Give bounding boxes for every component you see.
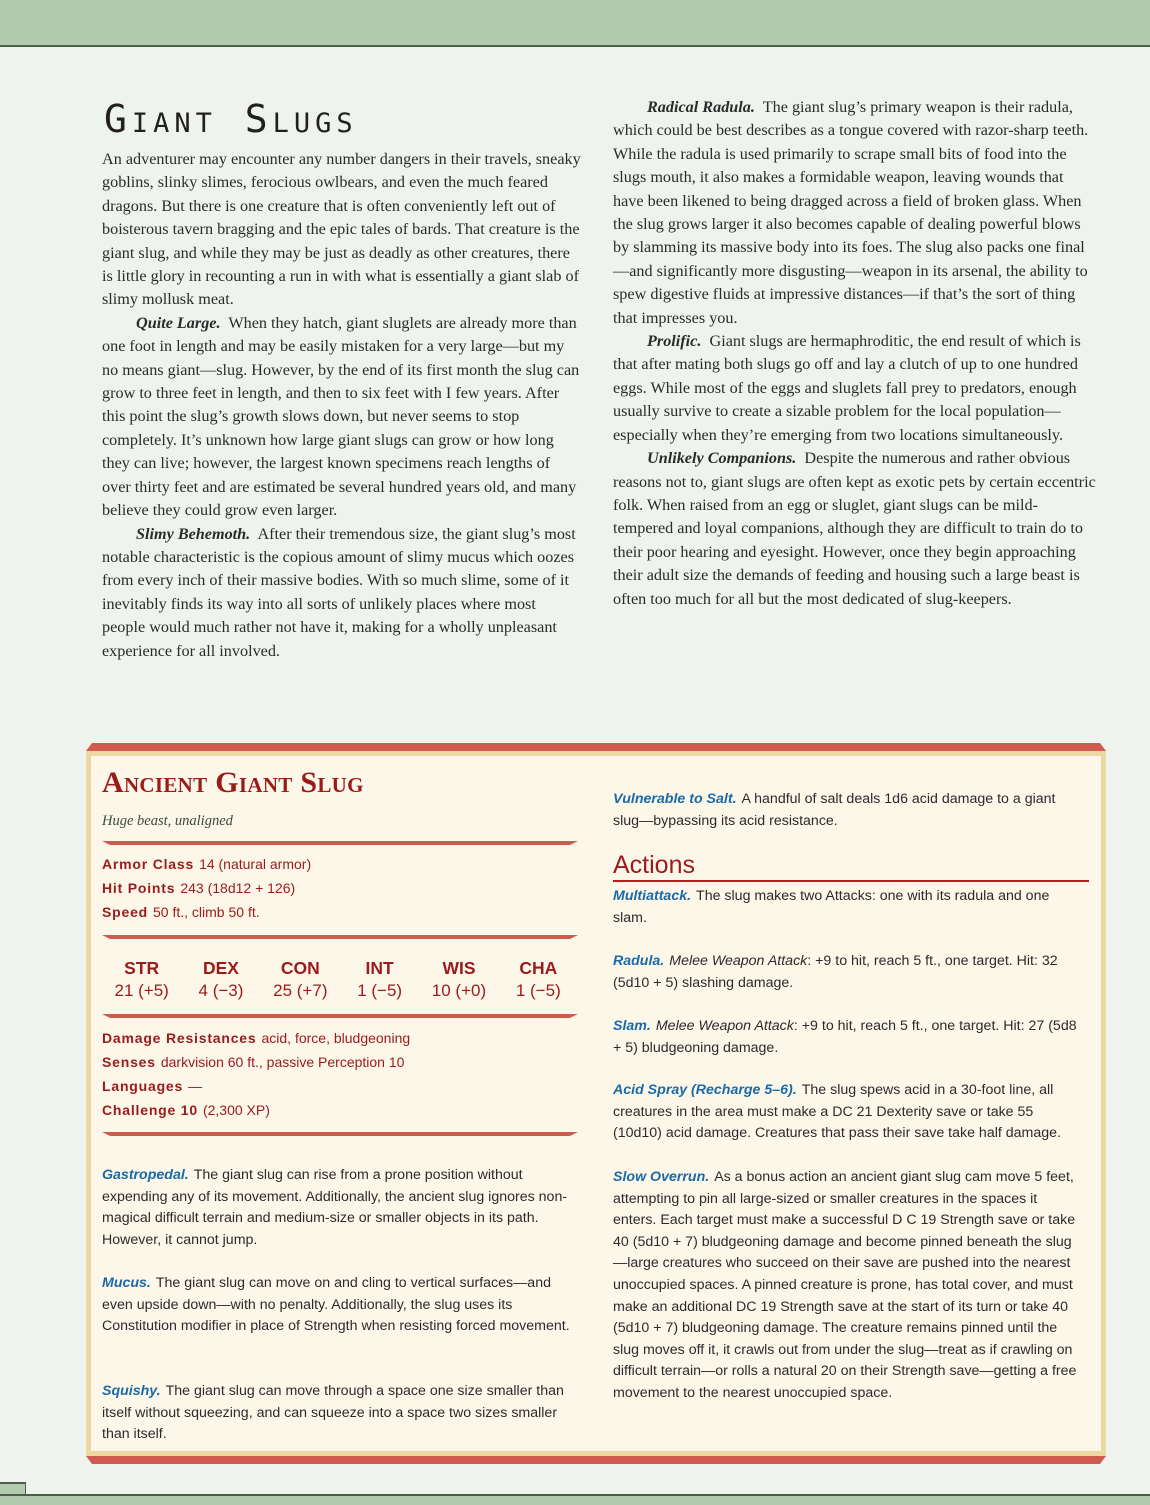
trait-vulnerable-to-salt — [613, 789, 1083, 832]
ability-dex — [182, 956, 260, 1002]
action-name: Radula. — [613, 953, 665, 969]
lore-intro: An adventurer may encounter any number dangers in their travels, sneaky goblins, slinky slimes, ferocious owlbears, and even the much feared dragons. But there is one creature that is often conveniently left out of boisterous tavern bragging and the epic tales of bards. That creature is the giant slug, and while they may be just as deadly as other creatures, there is little glory in recounting a run in with what is essentially a giant slab of slimy mollusk meat. — [102, 150, 581, 309]
prop-value: acid, force, bludgeoning — [261, 1030, 411, 1046]
ability-name: CON — [280, 958, 320, 978]
action-name: Slam. — [613, 1018, 651, 1034]
trait-name: Mucus. — [102, 1275, 151, 1291]
lore-section-slimy-behemoth — [102, 523, 582, 663]
prop-label: Languages — [102, 1078, 184, 1094]
trait-text: The giant slug can rise from a prone position without expending any of its movement. Additionally, the ancient slug ignores non-magical difficult terrain and medium-size or smaller objects in its path. However, it cannot jump. — [102, 1167, 568, 1248]
ability-value: 1 (−5) — [515, 981, 561, 1000]
damage-resistances — [102, 1030, 410, 1046]
prop-label: Senses — [102, 1054, 156, 1070]
lore-heading: Quite Large. — [136, 313, 221, 332]
lore-section-radical-radula — [613, 96, 1098, 330]
lore-heading: Slimy Behemoth. — [136, 524, 251, 543]
trait-mucus — [102, 1273, 572, 1338]
prop-value: (2,300 XP) — [202, 1102, 270, 1118]
lore-text: After their tremendous size, the giant slug’s most notable characteristic is the copious amount of slimy mucus which oozes from every inch of their massive bodies. With so much slime, some of it inevitably finds its way into all sorts of unlikely places where most people would much rather not have it, making for a wholly unpleasant experience for all involved. — [102, 524, 576, 660]
action-radula — [613, 951, 1083, 994]
senses — [102, 1054, 404, 1070]
action-text: : +9 to hit, reach 5 ft., one target. Hit: 27 (5d8 + 5) bludgeoning damage. — [613, 1018, 1077, 1056]
footer-band — [0, 1494, 1150, 1505]
ability-wis — [420, 956, 498, 1002]
lore-text: The giant slug’s primary weapon is their radula, which could be best describes as a tongue covered with razor-sharp teeth. While the radula is used primarily to scrape small bits of food into the slugs mouth, it also makes a formidable weapon, leaving wounds that have been likened to being dragged across a field of broken glass. When the slug grows larger it also becomes capable of dealing powerful blows by slamming its massive body into its foes. The slug also packs one final—and significantly more disgusting—weapon in its arsenal, the ability to spew digestive fluids at impressive distances—if that’s the sort of thing that impresses you. — [613, 98, 1089, 327]
trait-name: Vulnerable to Salt. — [613, 791, 737, 807]
divider — [102, 935, 578, 939]
trait-gastropedal — [102, 1165, 572, 1251]
lore-heading: Unlikely Companions. — [647, 449, 797, 468]
ability-name: CHA — [519, 958, 558, 978]
languages — [102, 1078, 202, 1094]
prop-value: 243 (18d12 + 126) — [180, 880, 296, 896]
ability-int — [341, 956, 419, 1002]
action-name: Slow Overrun. — [613, 1169, 710, 1185]
ability-name: STR — [124, 958, 160, 978]
creature-type: Huge beast, unaligned — [102, 813, 233, 829]
ability-cha — [499, 956, 577, 1002]
speed — [102, 904, 260, 920]
action-text: As a bonus action an ancient giant slug cam move 5 feet, attempting to pin all large-sized or smaller creatures in the spaces it enters. Each target must make a successful D C 19 Strength save or take 40 (5d10 + 7) bludgeoning damage and become pinned beneath the slug—large creatures who succeed on their save are pushed into the nearest unoccupied spaces. A pinned creature is prone, has total cover, and must make an additional DC 19 Strength save at the start of its turn or take 40 (5d10 + 7) bludgeoning damage. The creature remains pinned until the slug moves off it, it crawls out from under the slug—treat as if crawling on difficult terrain—or rolls a natural 20 on their Strength save—getting a free movement to the nearest unoccupied space. — [613, 1169, 1077, 1401]
ability-str — [103, 956, 181, 1002]
action-attack-type: Melee Weapon Attack — [655, 1018, 794, 1034]
ability-name: DEX — [202, 958, 239, 978]
trait-text: The giant slug can move on and cling to vertical surfaces—and even upside down—with no penalty. Additionally, the slug uses its Constitution modifier in place of Strength when resisting forced movement. — [102, 1275, 570, 1335]
action-acid-spray — [613, 1080, 1083, 1145]
lore-text: Giant slugs are hermaphroditic, the end result of which is that after mating both slugs go off and lay a clutch of up to one hundred eggs. While most of the eggs and sluglets fall prey to predators, enough usually survive to create a sizable problem for the local population—especially when they’re emerging from two locations simultaneously. — [613, 332, 1081, 444]
prop-value: 50 ft., climb 50 ft. — [153, 904, 260, 920]
lore-text: When they hatch, giant sluglets are already more than one foot in length and may be easily mistaken for a very large—but my no means giant—slug. However, by the end of its first month the slug can grow to three feet in length, and then to six feet with I few years. After this point the slug’s growth slows down, but never seems to stop completely. It’s unknown how large giant slugs can grow or how long they can live; however, the largest known specimens reach lengths of over thirty feet and are estimated be several hundred years old, and many believe they could grow even larger. — [102, 313, 580, 520]
prop-value: — — [188, 1078, 203, 1094]
ability-name: WIS — [442, 958, 476, 978]
lore-heading: Prolific. — [647, 332, 702, 351]
ability-con — [261, 956, 339, 1002]
prop-label: Speed — [102, 904, 149, 920]
prop-value: darkvision 60 ft., passive Perception 10 — [160, 1054, 405, 1070]
prop-label: Damage Resistances — [102, 1030, 257, 1046]
divider — [102, 841, 578, 845]
trait-squishy — [102, 1381, 572, 1446]
action-name: Multiattack. — [613, 888, 692, 904]
trait-text: A handful of salt deals 1d6 acid damage to a giant slug—bypassing its acid resistance. — [613, 791, 1056, 829]
trait-name: Squishy. — [102, 1383, 161, 1399]
action-slam — [613, 1016, 1083, 1059]
trait-name: Gastropedal. — [102, 1167, 189, 1183]
statblock — [86, 751, 1106, 1456]
action-slow-overrun — [613, 1167, 1083, 1405]
creature-name: Ancient Giant Slug — [102, 766, 364, 799]
ability-value: 4 (−3) — [198, 981, 244, 1000]
lore-section-unlikely-companions — [613, 447, 1098, 611]
actions-heading: Actions — [613, 850, 1089, 882]
statblock-top-border — [86, 743, 1106, 751]
action-multiattack — [613, 886, 1083, 929]
ability-value: 25 (+7) — [273, 981, 328, 1000]
prop-label: Challenge 10 — [102, 1102, 198, 1118]
statblock-bottom-border — [86, 1456, 1106, 1464]
action-text: : +9 to hit, reach 5 ft., one target. Hit: 32 (5d10 + 5) slashing damage. — [613, 953, 1058, 991]
prop-value: 14 (natural armor) — [199, 856, 312, 872]
ability-value: 21 (+5) — [114, 981, 169, 1000]
trait-text: The giant slug can move through a space one size smaller than itself without squeezing, and can squeeze into a space two sizes smaller than itself. — [102, 1383, 564, 1443]
lore-section-prolific — [613, 330, 1098, 447]
action-text: The slug spews acid in a 30-foot line, all creatures in the area must make a DC 21 Dexterity save or take 55 (10d10) acid damage. Creatures that pass their save take half damage. — [613, 1082, 1061, 1142]
prop-label: Hit Points — [102, 880, 176, 896]
action-attack-type: Melee Weapon Attack — [669, 953, 808, 969]
divider — [102, 1014, 578, 1018]
lore-column-right — [613, 96, 1098, 611]
lore-column-left — [102, 96, 582, 663]
challenge — [102, 1102, 270, 1118]
armor-class — [102, 856, 311, 872]
ability-value: 1 (−5) — [357, 981, 403, 1000]
divider — [102, 1132, 578, 1136]
ability-name: INT — [365, 958, 394, 978]
ability-value: 10 (+0) — [431, 981, 487, 1000]
lore-section-quite-large — [102, 312, 582, 523]
hit-points — [102, 880, 295, 896]
header-band — [0, 0, 1150, 47]
lore-heading: Radical Radula. — [647, 98, 755, 116]
page-title: Giant Slugs — [104, 97, 358, 141]
action-text: The slug makes two Attacks: one with its radula and one slam. — [613, 888, 1050, 926]
action-name: Acid Spray (Recharge 5–6). — [613, 1082, 797, 1098]
lore-text: Despite the numerous and rather obvious reasons not to, giant slugs are often kept as exotic pets by certain eccentric folk. When raised from an egg or sluglet, giant slugs can be mild-tempered and loyal companions, although they are difficult to train do to their poor hearing and eyesight. However, once they begin approaching their adult size the demands of feeding and housing such a large beast is often too much for all but the most dedicated of slug-keepers. — [613, 449, 1096, 608]
prop-label: Armor Class — [102, 856, 195, 872]
ability-scores — [102, 956, 578, 1002]
